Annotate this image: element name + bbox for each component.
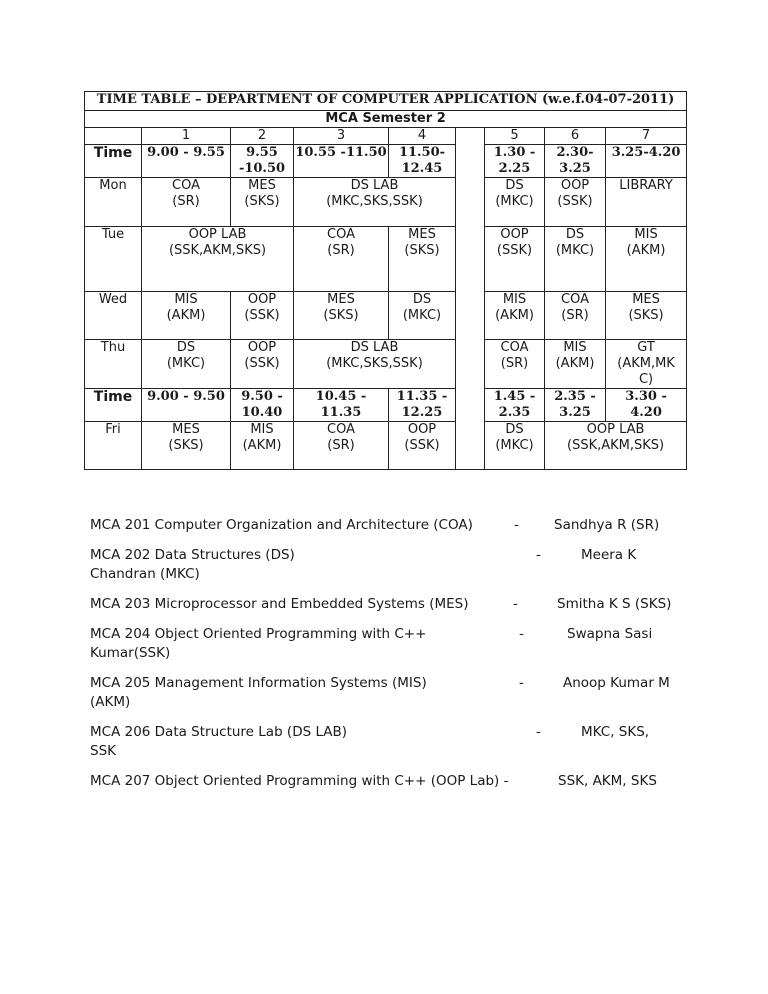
separator-dash: -: [513, 596, 518, 612]
course-entry: [90, 772, 690, 791]
period-number: 4: [389, 128, 456, 145]
course-title: MCA 206 Data Structure Lab (DS LAB): [90, 724, 348, 740]
course-title: MCA 205 Management Information Systems (MIS): [90, 675, 427, 691]
period-number: 5: [485, 128, 545, 145]
course-teacher: Swapna Sasi: [567, 626, 653, 642]
day-label-fri: Fri: [85, 422, 142, 470]
class-cell: DS (MKC): [495, 178, 534, 209]
class-cell: DS (MKC): [402, 292, 442, 323]
course-teacher: Sandhya R (SR): [554, 517, 660, 533]
separator-dash: -: [536, 547, 541, 563]
class-cell: OOP (SSK): [557, 178, 593, 209]
time-slot: 3.30 - 4.20: [625, 389, 667, 420]
course-continuation: SSK: [90, 743, 116, 759]
course-entry: [90, 723, 690, 761]
time-slot: 9.50 - 10.40: [241, 389, 283, 420]
course-teacher: Smitha K S (SKS): [557, 596, 672, 612]
class-cell: DS LAB (MKC,SKS,SSK): [326, 340, 423, 371]
class-cell: OOP (SSK): [244, 340, 280, 371]
day-label-wed: Wed: [85, 292, 142, 340]
period-number: 2: [231, 128, 294, 145]
timetable: [84, 91, 687, 470]
time-slot: 9.55 -10.50: [238, 145, 286, 176]
class-cell: MIS (AKM): [495, 292, 534, 323]
course-teacher: MKC, SKS,: [581, 724, 650, 740]
class-cell: DS LAB (MKC,SKS,SSK): [326, 178, 423, 209]
course-continuation: (AKM): [90, 694, 131, 710]
time-slot: 2.35 - 3.25: [554, 389, 596, 420]
class-cell: COA (SR): [327, 422, 355, 453]
time-slot: 2.30- 3.25: [556, 145, 594, 176]
time-slot: 3.25-4.20: [611, 145, 681, 160]
period-number: 7: [606, 128, 687, 145]
day-label-mon: Mon: [85, 178, 142, 227]
class-cell: GT (AKM,MK C): [617, 340, 675, 387]
class-cell: OOP LAB (SSK,AKM,SKS): [168, 227, 267, 258]
class-cell: MIS (AKM): [555, 340, 595, 371]
course-title: MCA 203 Microprocessor and Embedded Systems (MES): [90, 596, 469, 612]
course-title: MCA 201 Computer Organization and Architecture (COA): [90, 517, 473, 533]
course-entry: [90, 674, 690, 712]
time-row-label: Time: [85, 389, 142, 422]
time-slot: 1.45 - 2.35: [493, 389, 536, 420]
class-cell: MIS (AKM): [166, 292, 206, 323]
timetable-title: TIME TABLE – DEPARTMENT OF COMPUTER APPLICATION (w.e.f.04-07-2011): [85, 92, 687, 111]
day-label-thu: Thu: [85, 340, 142, 389]
time-slot: 10.55 -11.50: [295, 145, 387, 160]
time-slot: 9.00 - 9.50: [147, 389, 225, 404]
class-cell: DS (MKC): [555, 227, 595, 258]
class-cell: OOP LAB (SSK,AKM,SKS): [567, 422, 665, 453]
class-cell: MES (SKS): [244, 178, 280, 209]
class-cell: MIS (AKM): [242, 422, 282, 453]
class-cell: MES (SKS): [323, 292, 359, 323]
class-cell: COA (SR): [500, 340, 529, 371]
course-continuation: Chandran (MKC): [90, 566, 200, 582]
class-cell: MES (SKS): [628, 292, 664, 323]
course-teacher: Anoop Kumar M: [563, 675, 670, 691]
class-cell: OOP (SSK): [404, 422, 440, 453]
class-cell: OOP (SSK): [496, 227, 533, 258]
class-cell: DS (MKC): [495, 422, 534, 453]
class-cell: COA (SR): [561, 292, 589, 323]
time-slot: 10.45 - 11.35: [315, 389, 367, 420]
time-slot: 11.35 - 12.25: [396, 389, 448, 420]
semester-label: MCA Semester 2: [85, 111, 687, 128]
time-slot: 1.30 - 2.25: [493, 145, 536, 176]
separator-dash: -: [536, 724, 541, 740]
separator-dash: -: [514, 517, 519, 533]
class-cell: MES (SKS): [168, 422, 204, 453]
separator-dash: -: [519, 626, 524, 642]
class-cell: DS (MKC): [166, 340, 206, 371]
course-list: [90, 516, 690, 802]
class-cell: LIBRARY: [619, 178, 673, 193]
class-cell: MES (SKS): [404, 227, 440, 258]
class-cell: COA (SR): [327, 227, 355, 258]
day-label-tue: Tue: [85, 227, 142, 292]
course-title: MCA 204 Object Oriented Programming with C++: [90, 626, 427, 642]
course-entry: [90, 516, 690, 535]
corner-cell: [85, 128, 142, 145]
course-title: MCA 202 Data Structures (DS): [90, 547, 295, 563]
course-teacher: Meera K: [581, 547, 637, 563]
class-cell: COA (SR): [172, 178, 200, 209]
course-continuation: Kumar(SSK): [90, 645, 171, 661]
separator-dash: -: [519, 675, 524, 691]
class-cell: OOP (SSK): [244, 292, 280, 323]
course-entry: [90, 546, 690, 584]
class-cell: MIS (AKM): [626, 227, 666, 258]
lunch-break-column: [456, 128, 485, 470]
period-number: 1: [142, 128, 231, 145]
course-entry: [90, 625, 690, 663]
course-entry: [90, 595, 690, 614]
time-slot: 11.50- 12.45: [398, 145, 446, 176]
course-title: MCA 207 Object Oriented Programming with C++ (OOP Lab) -: [90, 773, 509, 789]
time-slot: 9.00 - 9.55: [147, 145, 225, 160]
course-teacher: SSK, AKM, SKS: [558, 773, 657, 789]
period-number: 3: [294, 128, 389, 145]
time-row-label: Time: [85, 145, 142, 178]
period-number: 6: [545, 128, 606, 145]
